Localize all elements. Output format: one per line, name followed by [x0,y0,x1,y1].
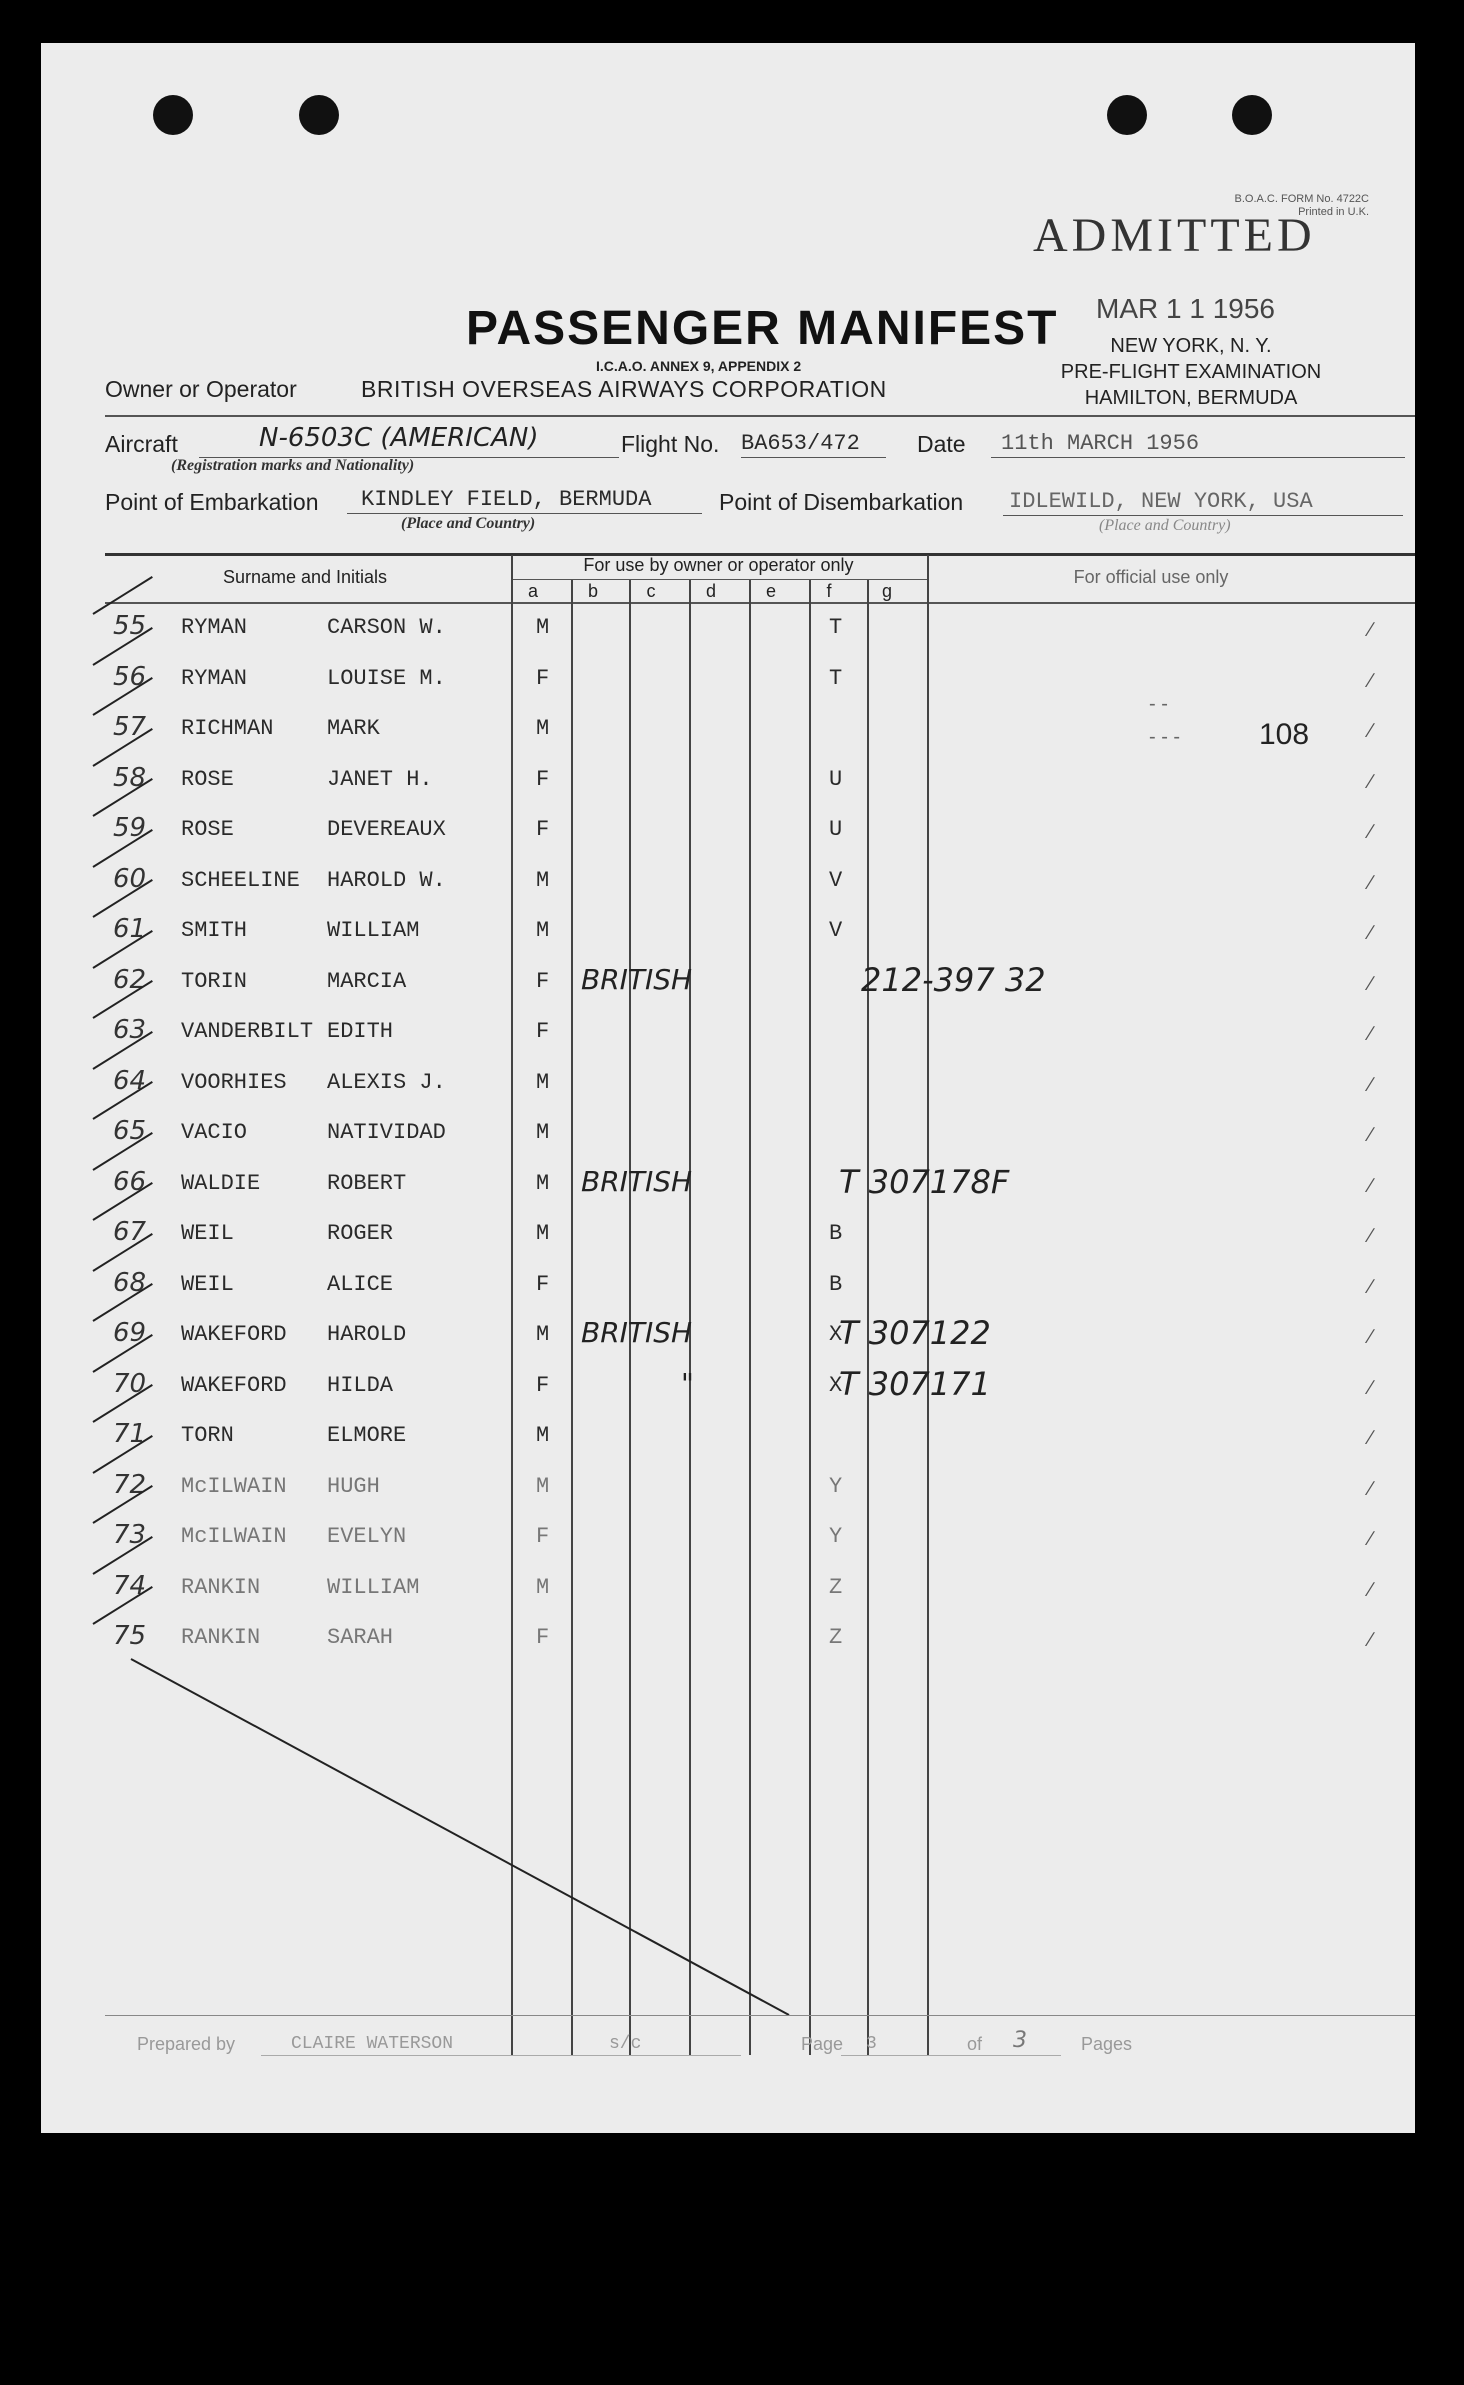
stamp-line-3: HAMILTON, BERMUDA [1084,387,1298,409]
admitted-stamp: ADMITTED [1033,209,1316,262]
sex-cell: F [536,969,550,994]
official-check-mark: ∕ [1369,1528,1373,1550]
row-number: 71 [113,1419,147,1449]
sex-cell: F [536,1373,550,1398]
given-name-cell: DEVEREAUX [327,817,446,842]
flight-value: BA653/472 [741,431,860,456]
col-f-header: f [826,581,832,601]
given-name-cell: ALICE [327,1272,394,1297]
col-f-cell: X [829,1322,843,1347]
page-value: 3 [866,2034,877,2054]
row-number: 67 [113,1217,147,1247]
col-f-cell: X [829,1373,843,1398]
official-check-mark: ∕ [1369,1074,1373,1096]
surname-cell: RANKIN [181,1575,261,1600]
row-number: 61 [113,914,147,944]
col-f-cell: T [829,666,843,691]
sex-cell: F [536,1272,550,1297]
row-number: 75 [113,1621,147,1651]
surname-cell: VANDERBILT [181,1019,314,1044]
row-number: 60 [113,864,147,894]
given-name-cell: JANET H. [327,767,433,792]
given-name-cell: LOUISE M. [327,666,446,691]
official-count: 108 [1259,718,1310,751]
document-number-cell: T 307171 [839,1365,991,1403]
aircraft-label: Aircraft [105,431,178,457]
given-name-cell: WILLIAM [327,1575,420,1600]
embark-note: (Place and Country) [401,515,536,532]
official-check-mark: ∕ [1369,1427,1373,1449]
col-f-cell: T [829,615,843,640]
date-label: Date [917,431,966,457]
row-number: 56 [113,662,147,692]
disembarkation-value: IDLEWILD, NEW YORK, USA [1009,489,1313,514]
of-value: 3 [1013,2028,1027,2053]
surname-cell: VACIO [181,1120,248,1145]
given-name-cell: EVELYN [327,1524,407,1549]
official-check-mark: ∕ [1369,872,1373,894]
surname-cell: WEIL [181,1272,234,1297]
sex-cell: F [536,666,550,691]
col-d-header: d [705,581,716,601]
row-number: 65 [113,1116,147,1146]
col-f-cell: B [829,1272,843,1297]
date-value: 11th MARCH 1956 [1001,431,1200,456]
nationality-cell: BRITISH [581,1165,693,1198]
official-check-mark: ∕ [1369,1326,1373,1348]
surname-cell: McILWAIN [181,1474,287,1499]
surname-cell: WEIL [181,1221,234,1246]
official-check-mark: ∕ [1369,1579,1373,1601]
col-f-cell: Z [829,1625,843,1650]
sex-cell: F [536,1524,550,1549]
nationality-cell: BRITISH [581,963,693,996]
col-b-header: b [587,581,598,601]
col-f-cell: Y [829,1524,843,1549]
row-number: 66 [113,1167,147,1197]
nationality-cell: " [681,1367,694,1400]
official-mark: - - - [1149,726,1181,748]
row-number: 64 [113,1066,147,1096]
official-header: For official use only [1073,567,1229,587]
operator-header: For use by owner or operator only [583,555,854,575]
row-number: 69 [113,1318,147,1348]
official-check-mark: ∕ [1369,1478,1373,1500]
footer-rule [105,2015,1415,2016]
sex-cell: M [536,1575,550,1600]
surname-cell: VOORHIES [181,1070,287,1095]
col-f-cell: Z [829,1575,843,1600]
prepared-value: CLAIRE WATERSON [291,2034,454,2054]
sex-cell: M [536,1474,550,1499]
surname-cell: ROSE [181,767,234,792]
given-name-cell: SARAH [327,1625,394,1650]
col-f-cell: V [829,918,843,943]
owner-value: BRITISH OVERSEAS AIRWAYS CORPORATION [361,376,887,402]
official-check-mark: ∕ [1369,973,1373,995]
given-name-cell: HUGH [327,1474,380,1499]
disembark-note: (Place and Country) [1099,517,1231,534]
flight-label: Flight No. [621,431,720,457]
row-number: 58 [113,763,147,793]
row-number: 63 [113,1015,147,1045]
col-g-header: g [881,581,892,601]
official-check-mark: ∕ [1369,720,1373,742]
sex-cell: F [536,767,550,792]
given-name-cell: ELMORE [327,1423,407,1448]
col-c-header: c [646,581,656,601]
document-number-cell: T 307178F [839,1163,1010,1201]
manifest-page [41,43,1415,2133]
official-check-mark: ∕ [1369,1225,1373,1247]
form-number-text: B.O.A.C. FORM No. 4722C [1234,193,1369,205]
surname-cell: RANKIN [181,1625,261,1650]
sex-cell: M [536,918,550,943]
page-title: PASSENGER MANIFEST [466,302,1059,355]
surname-cell: WALDIE [181,1171,261,1196]
of-label: of [967,2034,983,2054]
surname-cell: SCHEELINE [181,868,300,893]
page-underline [841,2055,1061,2056]
row-number: 57 [113,712,147,742]
surname-cell: RYMAN [181,615,248,640]
col-f-cell: B [829,1221,843,1246]
surname-cell: WAKEFORD [181,1373,287,1398]
nationality-cell: BRITISH [581,1316,693,1349]
col-e-header: e [765,581,776,601]
col-f-cell: U [829,817,843,842]
prepared-underline [261,2055,741,2056]
embarkation-label: Point of Embarkation [105,489,319,515]
printed-note: Printed in U.K. [1298,206,1369,218]
stamp-line-1: NEW YORK, N. Y. [1110,335,1272,357]
document-number-cell: T 307122 [839,1314,991,1352]
sex-cell: M [536,868,550,893]
given-name-cell: EDITH [327,1019,394,1044]
prepared-label: Prepared by [137,2034,236,2054]
surname-cell: McILWAIN [181,1524,287,1549]
given-name-cell: CARSON W. [327,615,446,640]
official-check-mark: ∕ [1369,1023,1373,1045]
col-a-header: a [527,581,538,601]
given-name-cell: HILDA [327,1373,394,1398]
row-number: 62 [113,965,147,995]
row-number: 73 [113,1520,147,1550]
given-name-cell: WILLIAM [327,918,420,943]
surname-cell: TORIN [181,969,248,994]
official-check-mark: ∕ [1369,771,1373,793]
row-number: 59 [113,813,147,843]
surname-cell: RYMAN [181,666,248,691]
row-number: 72 [113,1470,147,1500]
surname-cell: TORN [181,1423,234,1448]
official-mark: - - [1149,693,1168,715]
sex-cell: M [536,1221,550,1246]
surname-cell: SMITH [181,918,248,943]
col-f-cell: U [829,767,843,792]
stamp-line-2: PRE-FLIGHT EXAMINATION [1060,361,1322,383]
given-name-cell: HAROLD [327,1322,407,1347]
sex-cell: M [536,1070,550,1095]
official-check-mark: ∕ [1369,1629,1373,1651]
closing-stroke [41,43,1415,2133]
given-name-cell: NATIVIDAD [327,1120,446,1145]
surname-cell: ROSE [181,817,234,842]
owner-label: Owner or Operator [105,376,297,402]
aircraft-note: (Registration marks and Nationality) [171,457,415,474]
page-label: Page [801,2034,844,2054]
pages-label: Pages [1081,2034,1133,2054]
row-number: 68 [113,1268,147,1298]
sex-cell: M [536,1171,550,1196]
official-check-mark: ∕ [1369,1377,1373,1399]
sex-cell: F [536,1625,550,1650]
official-check-mark: ∕ [1369,922,1373,944]
col-f-cell: Y [829,1474,843,1499]
surname-cell: WAKEFORD [181,1322,287,1347]
given-name-cell: HAROLD W. [327,868,446,893]
official-check-mark: ∕ [1369,1124,1373,1146]
sex-cell: F [536,1019,550,1044]
embarkation-value: KINDLEY FIELD, BERMUDA [361,487,652,512]
official-check-mark: ∕ [1369,1175,1373,1197]
given-name-cell: MARK [327,716,380,741]
stamp-date: MAR 1 1 1956 [1096,293,1275,324]
given-name-cell: ALEXIS J. [327,1070,446,1095]
sex-cell: M [536,1423,550,1448]
prepared-suffix: s/c [609,2034,642,2054]
sex-cell: M [536,1120,550,1145]
row-number: 74 [113,1571,147,1601]
given-name-cell: ROBERT [327,1171,407,1196]
official-check-mark: ∕ [1369,619,1373,641]
given-name-cell: MARCIA [327,969,407,994]
document-number-cell: 212-397 32 [861,961,1046,999]
aircraft-value: N-6503C (AMERICAN) [259,423,539,453]
surname-cell: RICHMAN [181,716,274,741]
row-number: 70 [113,1369,147,1399]
given-name-cell: ROGER [327,1221,394,1246]
sex-cell: M [536,615,550,640]
sex-cell: M [536,716,550,741]
official-check-mark: ∕ [1369,670,1373,692]
sex-cell: F [536,817,550,842]
form-subtitle: I.C.A.O. ANNEX 9, APPENDIX 2 [596,358,802,374]
row-number: 55 [113,611,147,641]
surname-header: Surname and Initials [222,567,388,587]
official-check-mark: ∕ [1369,1276,1373,1298]
official-check-mark: ∕ [1369,821,1373,843]
col-f-cell: V [829,868,843,893]
disembarkation-label: Point of Disembarkation [719,489,964,515]
sex-cell: M [536,1322,550,1347]
